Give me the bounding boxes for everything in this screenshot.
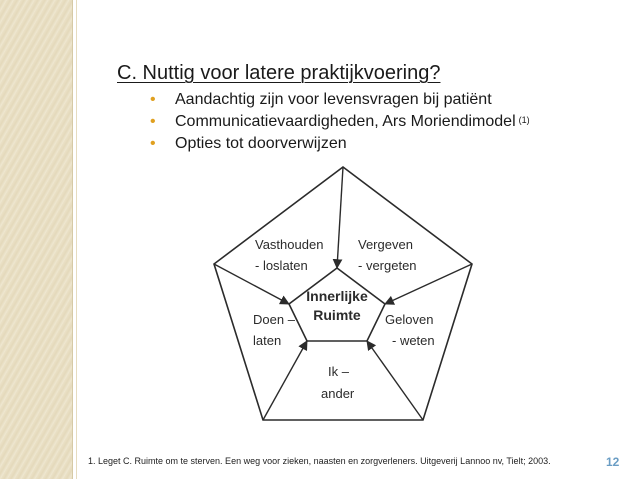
slide-title: C. Nuttig voor latere praktijkvoering? [117, 62, 441, 84]
bullet-text: Communicatievaardigheden, Ars Moriendimodel [175, 113, 516, 130]
bullet-marker-icon: • [150, 135, 156, 152]
segment-top-right-line2: - vergeten [358, 258, 417, 273]
bullet-marker-icon: • [150, 113, 156, 130]
segment-bottom-line2: ander [321, 386, 355, 401]
segment-left-line2: laten [253, 333, 282, 348]
segment-bottom-line1: Ik – [328, 364, 349, 379]
segment-left-line1: Doen – [253, 312, 295, 327]
segment-top-left-line1: Vasthouden [255, 237, 324, 252]
bullet-text: Aandachtig zijn voor levensvragen bij patiënt [175, 91, 492, 108]
segment-right-line2: - weten [392, 333, 435, 348]
segment-top-right-line1: Vergeven [358, 237, 413, 252]
center-label-line1: Innerlijke [306, 288, 368, 304]
page-number: 12 [606, 455, 620, 469]
bullet-text: Opties tot doorverwijzen [175, 135, 347, 152]
bullet-marker-icon: • [150, 91, 156, 108]
segment-top-left-line2: - loslaten [255, 258, 308, 273]
center-label-line2: Ruimte [313, 307, 361, 323]
footnote-citation: 1. Leget C. Ruimte om te sterven. Een weg voor zieken, naasten en zorgverleners. Uitgeverij Lannoo nv, Tielt; 2003. [88, 456, 551, 466]
citation-superscript: (1) [518, 115, 530, 125]
segment-right-line1: Geloven [385, 312, 434, 327]
